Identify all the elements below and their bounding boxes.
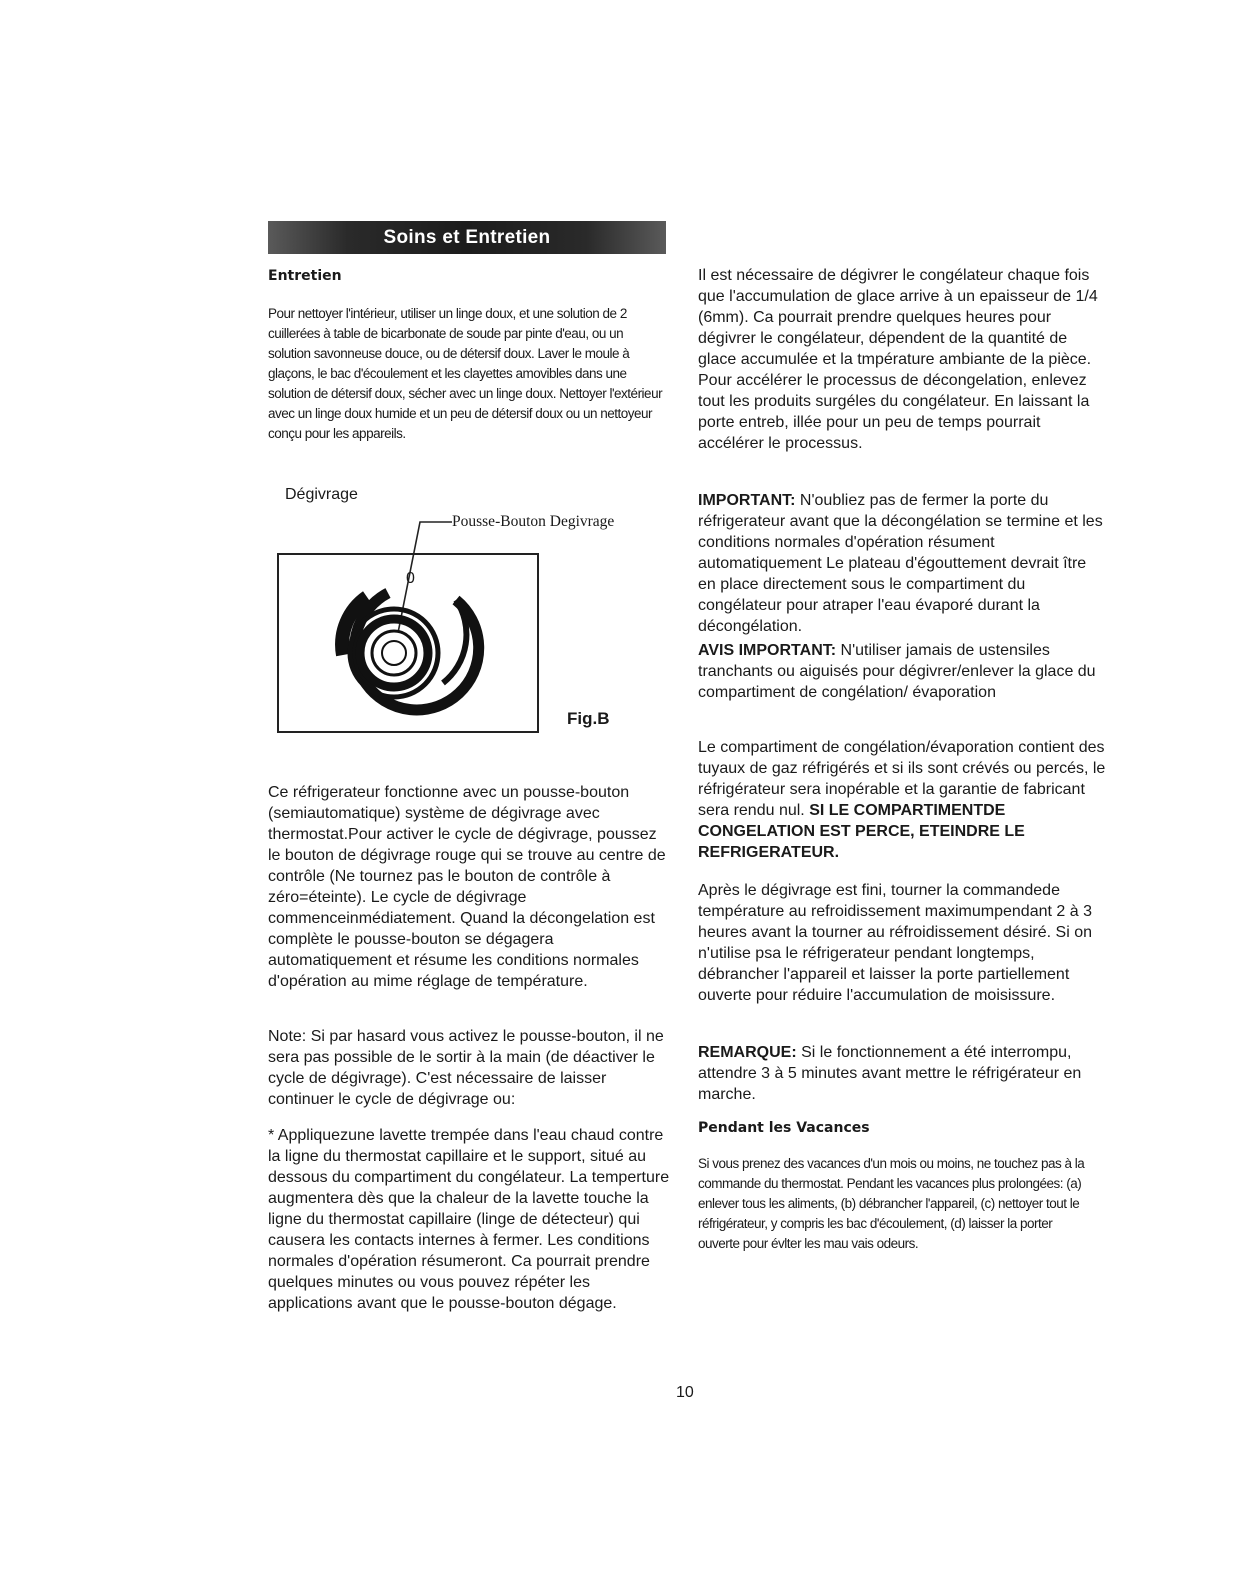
page-number: 10: [676, 1384, 694, 1401]
para-lavette: * Appliquezune lavette trempée dans l'eau chaud contre la ligne du thermostat capillaire et le support, situé au dessous du compartiment du congélateur. La temperture augmentera dès que la chaleur de la lavette touche la ligne du thermostat capillaire (linge de détecteur) qui causera les contacts internes à fermer. Les conditions normales d'opération résumeront. Ca pourrait prendre quelques minutes ou vous pouvez répéter les applications avant que le pousse-bouton dégage.: [268, 1127, 670, 1312]
compartiment-warning: SI LE COMPARTIMENTDE CONGELATION EST PERCE, ETEINDRE LE REFRIGERATEUR.: [698, 802, 1025, 861]
remarque-label: REMARQUE:: [698, 1044, 797, 1061]
para-remarque: [698, 1042, 1108, 1105]
avis-label: AVIS IMPORTANT:: [698, 642, 837, 659]
para-compartiment: [698, 737, 1108, 863]
avis-text: N'utiliser jamais de ustensiles tranchants ou aiguisés pour dégivrer/enlever la glace du compartiment de congélation/ évaporation: [698, 642, 1096, 701]
dial-zero-label: 0: [406, 570, 415, 587]
heading-vacances: Pendant les Vacances: [698, 1120, 870, 1136]
para-avis-important: [698, 640, 1108, 703]
section-banner: Soins et Entretien: [268, 221, 666, 254]
figure-caption: Pousse-Bouton Degivrage: [452, 513, 615, 530]
important-label: IMPORTANT:: [698, 492, 796, 509]
important-text: N'oubliez pas de fermer la porte du réfrigerateur avant que la décongélation se termine et les conditions normales d'opération résument automatiquement Le plateau d'égouttement devrait ître en place directement sous le compartiment du congélateur pour atraper l'eau évaporé durant la décongélation.: [698, 492, 1103, 635]
para-apres-degivrage: Après le dégivrage est fini, tourner la commandede température au refroidissement maximumpendant 2 à 3 heures avant la tourner au réfroidissement désiré. Si on n'utilise psa le réfrigerateur pendant longtemps, débrancher l'appareil et laisser la porte partiellement ouverte pour réduire l'accumulation de moisissure.: [698, 882, 1092, 1004]
figure-label: Fig.B: [567, 709, 610, 728]
para-note: Note: Si par hasard vous activez le pousse-bouton, il ne sera pas possible de le sortir à la main (de déactiver le cycle de dégivrage). C'est nécessaire de laisser continuer le cycle de dégivrage ou:: [268, 1028, 664, 1108]
heading-entretien: Entretien: [268, 268, 342, 284]
defrost-dial-illustration: [270, 505, 550, 745]
para-important: [698, 490, 1108, 637]
heading-degivrage: Dégivrage: [285, 486, 358, 503]
remarque-text: Si le fonctionnement a été interrompu, attendre 3 à 5 minutes avant mettre le réfrigérateur en marche.: [698, 1044, 1082, 1103]
compartiment-text: Le compartiment de congélation/évaporation contient des tuyaux de gaz réfrigérés et si ils sont crévés ou percés, le réfrigérateur sera inopérable et la garantie de fabricant sera rendu nul.: [698, 739, 1106, 819]
para-degivrer: Il est nécessaire de dégivrer le congélateur chaque fois que l'accumulation de glace arrive à un epaisseur de 1/4 (6mm). Ca pourrait prendre quelques heures pour dégivrer le congélateur, dépendent de la quantité de glace accumulée et la tmpérature ambiante de la pièce. Pour accélérer le processus de décongelation, enlevez tout les produits surgéles du congélateur. En laissant la porte entreb, illée pour un peu de temps pourrait accélérer le processus.: [698, 267, 1098, 452]
para-degivrage-system: Ce réfrigerateur fonctionne avec un pousse-bouton (semiautomatique) système de dégivrage avec thermostat.Pour activer le cycle de dégivrage, poussez le bouton de dégivrage rouge qui se trouve au centre de contrôle (Ne tournez pas le bouton de contrôle à zéro=éteinte). Le cycle de dégivrage commenceinmédiatement. Quand la décongelation est complète le pousse-bouton se dégagera automatiquement et résume les conditions normales d'opération au mime réglage de température.: [268, 784, 666, 990]
para-vacances: Si vous prenez des vacances d'un mois ou moins, ne touchez pas à la commande du thermostat. Pendant les vacances plus prolongées: (a) enlever tous les aliments, (b) débrancher l'appareil, (c) nettoyer tout le réfrigérateur, y compris les bac d'écoulement, (d) laisser la porter ouverte pour évlter les mau vais odeurs.: [698, 1156, 1085, 1251]
para-entretien: Pour nettoyer l'intérieur, utiliser un linge doux, et une solution de 2 cuillerées à table de bicarbonate de soude par pinte d'eau, ou un solution savonneuse douce, ou de détersif doux. Laver le moule à glaçons, le bac d'écoulement et les clayettes amovibles dans une solution de détersif doux, sécher avec un linge doux. Nettoyer l'extérieur avec un linge doux humide et un peu de détersif doux ou un nettoyeur conçu pour les appareils.: [268, 306, 663, 441]
